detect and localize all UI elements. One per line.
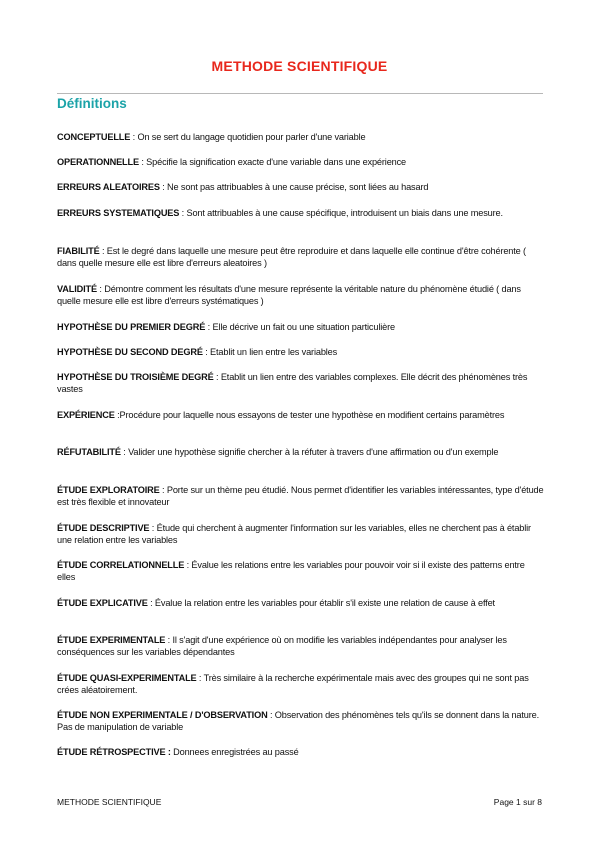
definition-term: OPERATIONNELLE bbox=[57, 157, 139, 167]
definition-item bbox=[57, 321, 395, 333]
definition-item bbox=[57, 634, 545, 658]
definition-separator: : bbox=[120, 447, 129, 457]
definition-item bbox=[57, 346, 337, 358]
definition-text: Valider une hypothèse signifie chercher à la réfuter à travers d'une affirmation ou d'un exemple bbox=[128, 447, 499, 457]
definition-text: Elle décrive un fait ou une situation particulière bbox=[212, 322, 395, 332]
definition-text: Il s'agit d'une expérience où on modifie les variables indépendantes pour analyser les conséquences sur les variables dépendantes bbox=[57, 635, 507, 657]
definition-separator: : bbox=[114, 410, 120, 420]
definition-item bbox=[57, 131, 365, 143]
definition-separator: : bbox=[165, 635, 173, 645]
definition-separator: : bbox=[147, 598, 155, 608]
heading-divider bbox=[57, 93, 543, 94]
definition-item bbox=[57, 371, 545, 395]
definition-separator: : bbox=[96, 284, 105, 294]
definition-item bbox=[57, 207, 503, 219]
definition-term: EXPÉRIENCE bbox=[57, 410, 115, 420]
definition-item bbox=[57, 746, 299, 758]
definition-term: ÉTUDE DESCRIPTIVE bbox=[57, 523, 150, 533]
definition-separator: : bbox=[213, 372, 221, 382]
definition-text: Observation des phénomènes tels qu'ils se donnent dans la nature. Pas de manipulation de variable bbox=[57, 710, 540, 732]
definition-separator: : bbox=[149, 523, 157, 533]
definition-term: ÉTUDE EXPLICATIVE bbox=[57, 598, 148, 608]
definition-term: RÉFUTABILITÉ bbox=[57, 447, 121, 457]
definition-text: On se sert du langage quotidien pour parler d'une variable bbox=[137, 132, 366, 142]
definition-item bbox=[57, 446, 498, 458]
definition-term: HYPOTHÈSE DU SECOND DEGRÉ bbox=[57, 347, 203, 357]
definition-separator: : bbox=[179, 208, 187, 218]
definition-item bbox=[57, 409, 504, 421]
definition-text: Étude qui cherchent à augmenter l'information sur les variables, elles ne cherchent pas à établir une relation entre les variables bbox=[57, 523, 531, 545]
definition-separator: : bbox=[138, 157, 147, 167]
definition-item bbox=[57, 245, 545, 269]
definition-item bbox=[57, 559, 545, 583]
definition-separator: : bbox=[202, 347, 211, 357]
definition-separator: : bbox=[159, 485, 167, 495]
definition-term: CONCEPTUELLE bbox=[57, 132, 131, 142]
definition-text: Ne sont pas attribuables à une cause précise, sont liées au hasard bbox=[167, 182, 429, 192]
definition-item bbox=[57, 709, 545, 733]
definition-term: ÉTUDE QUASI-EXPERIMENTALE bbox=[57, 673, 197, 683]
definition-text: Donnees enregistrées au passé bbox=[173, 747, 299, 757]
definition-term: ÉTUDE NON EXPERIMENTALE / D'OBSERVATION bbox=[57, 710, 268, 720]
footer-document-title: METHODE SCIENTIFIQUE bbox=[57, 797, 162, 807]
definition-text: Procédure pour laquelle nous essayons de tester une hypothèse en modifient certains paramètres bbox=[119, 410, 505, 420]
section-heading: Définitions bbox=[57, 96, 127, 111]
definition-term: ÉTUDE CORRELATIONNELLE bbox=[57, 560, 185, 570]
definition-text: Etablit un lien entre des variables complexes. Elle décrit des phénomènes très vastes bbox=[57, 372, 528, 394]
definition-separator: : bbox=[99, 246, 107, 256]
definition-item bbox=[57, 484, 545, 508]
definition-text: Évalue les relations entre les variables pour pouvoir voir si il existe des patterns entre elles bbox=[57, 560, 525, 582]
definition-separator: : bbox=[130, 132, 138, 142]
definition-text: Etablit un lien entre les variables bbox=[210, 347, 338, 357]
definition-term: ÉTUDE RÉTROSPECTIVE : bbox=[57, 747, 171, 757]
definition-term: FIABILITÉ bbox=[57, 246, 100, 256]
definition-text: Sont attribuables à une cause spécifique, introduisent un biais dans une mesure. bbox=[186, 208, 503, 218]
definition-separator: : bbox=[184, 560, 192, 570]
definition-separator: : bbox=[267, 710, 275, 720]
definition-term: ÉTUDE EXPLORATOIRE bbox=[57, 485, 160, 495]
definition-text: Spécifie la signification exacte d'une variable dans une expérience bbox=[146, 157, 407, 167]
definition-term: ÉTUDE EXPERIMENTALE bbox=[57, 635, 166, 645]
definition-text: Évalue la relation entre les variables pour établir s'il existe une relation de cause à effet bbox=[154, 598, 495, 608]
page-title: METHODE SCIENTIFIQUE bbox=[211, 58, 388, 74]
definition-item bbox=[57, 181, 428, 193]
footer-page-number: Page 1 sur 8 bbox=[493, 797, 542, 807]
definition-item bbox=[57, 522, 545, 546]
definition-separator: : bbox=[205, 322, 213, 332]
definition-term: ERREURS ALEATOIRES bbox=[57, 182, 160, 192]
definition-item bbox=[57, 672, 545, 696]
definition-text: Démontre comment les résultats d'une mesure représente la véritable nature du phénomène étudié ( dans quelle mesure elle est libre d'erreurs systématiques ) bbox=[57, 284, 521, 306]
definition-term: HYPOTHÈSE DU PREMIER DEGRÉ bbox=[57, 322, 206, 332]
definition-term: ERREURS SYSTEMATIQUES bbox=[57, 208, 180, 218]
definition-text: Porte sur un thème peu étudié. Nous permet d'identifier les variables intéressantes, type d'étude est très flexible et innovateur bbox=[57, 485, 544, 507]
definition-separator: : bbox=[196, 673, 204, 683]
definition-item bbox=[57, 597, 495, 609]
definition-item bbox=[57, 156, 406, 168]
definition-term: VALIDITÉ bbox=[57, 284, 97, 294]
definition-text: Très similaire à la recherche expérimentale mais avec des groupes qui ne sont pas crées aléatoirement. bbox=[57, 673, 529, 695]
definition-term: HYPOTHÈSE DU TROISIÈME DEGRÉ bbox=[57, 372, 214, 382]
definition-separator: : bbox=[159, 182, 168, 192]
definition-text: Est le degré dans laquelle une mesure peut être reproduire et dans laquelle elle continue d'être cohérente ( dans quelle mesure elle est libre d'erreurs aleatoires ) bbox=[57, 246, 526, 268]
definition-item bbox=[57, 283, 545, 307]
